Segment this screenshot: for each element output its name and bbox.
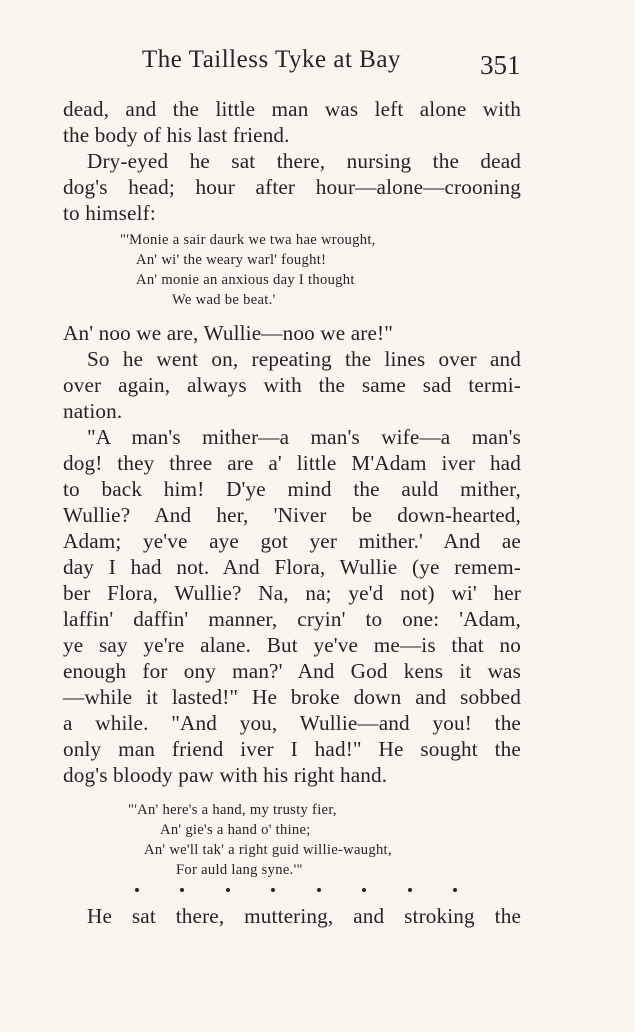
page-number: 351 xyxy=(480,50,521,80)
body-line: Dry-eyed he sat there, nursing the dead xyxy=(87,149,521,173)
running-header xyxy=(0,46,635,82)
body-line: enough for ony man?' And God kens it was xyxy=(63,659,521,683)
body-line: day I had not. And Flora, Wullie (ye remem- xyxy=(63,555,521,579)
body-line: Wullie? And her, 'Niver be down-hearted, xyxy=(63,503,521,527)
section-break xyxy=(135,885,457,895)
verse-line: An' wi' the weary warl' fought! xyxy=(136,252,327,268)
body-line: dog! they three are a' little M'Adam iver had xyxy=(63,451,521,475)
body-line: laffin' daffin' manner, cryin' to one: 'Adam, xyxy=(63,607,521,631)
verse-line: "'Monie a sair daurk we twa hae wrought, xyxy=(120,232,376,248)
body-line: only man friend iver I had!" He sought the xyxy=(63,737,521,761)
body-line: ber Flora, Wullie? Na, na; ye'd not) wi' her xyxy=(63,581,521,605)
body-line: An' noo we are, Wullie—noo we are!" xyxy=(63,321,394,345)
body-line: over again, always with the same sad termi- xyxy=(63,373,521,397)
body-line: a while. "And you, Wullie—and you! the xyxy=(63,711,521,735)
body-line: He sat there, muttering, and stroking the xyxy=(87,904,521,928)
dot xyxy=(362,888,366,892)
dot xyxy=(453,888,457,892)
running-title: The Tailless Tyke at Bay xyxy=(142,46,401,73)
body-line: nation. xyxy=(63,399,123,423)
dot xyxy=(408,888,412,892)
dot xyxy=(271,888,275,892)
body-line: So he went on, repeating the lines over and xyxy=(87,347,521,371)
body-line: —while it lasted!" He broke down and sobbed xyxy=(63,685,521,709)
dot xyxy=(135,888,139,892)
body-line: the body of his last friend. xyxy=(63,123,290,147)
verse-line: An' we'll tak' a right guid willie-waught, xyxy=(144,842,392,858)
verse-line: "'An' here's a hand, my trusty fier, xyxy=(128,802,337,818)
body-line: ye say ye're alane. But ye've me—is that no xyxy=(63,633,521,657)
body-line: to himself: xyxy=(63,201,156,225)
body-line: dog's bloody paw with his right hand. xyxy=(63,763,388,787)
verse-line: An' gie's a hand o' thine; xyxy=(160,822,311,838)
body-line: dead, and the little man was left alone with xyxy=(63,97,521,121)
verse-line: For auld lang syne.'" xyxy=(176,862,303,878)
dot xyxy=(226,888,230,892)
verse-line: An' monie an anxious day I thought xyxy=(136,272,355,288)
body-line: dog's head; hour after hour—alone—crooning xyxy=(63,175,521,199)
body-line: Adam; ye've aye got yer mither.' And ae xyxy=(63,529,521,553)
verse-line: We wad be beat.' xyxy=(172,292,276,308)
dot xyxy=(180,888,184,892)
dot xyxy=(317,888,321,892)
body-line: "A man's mither—a man's wife—a man's xyxy=(87,425,521,449)
body-line: to back him! D'ye mind the auld mither, xyxy=(63,477,521,501)
